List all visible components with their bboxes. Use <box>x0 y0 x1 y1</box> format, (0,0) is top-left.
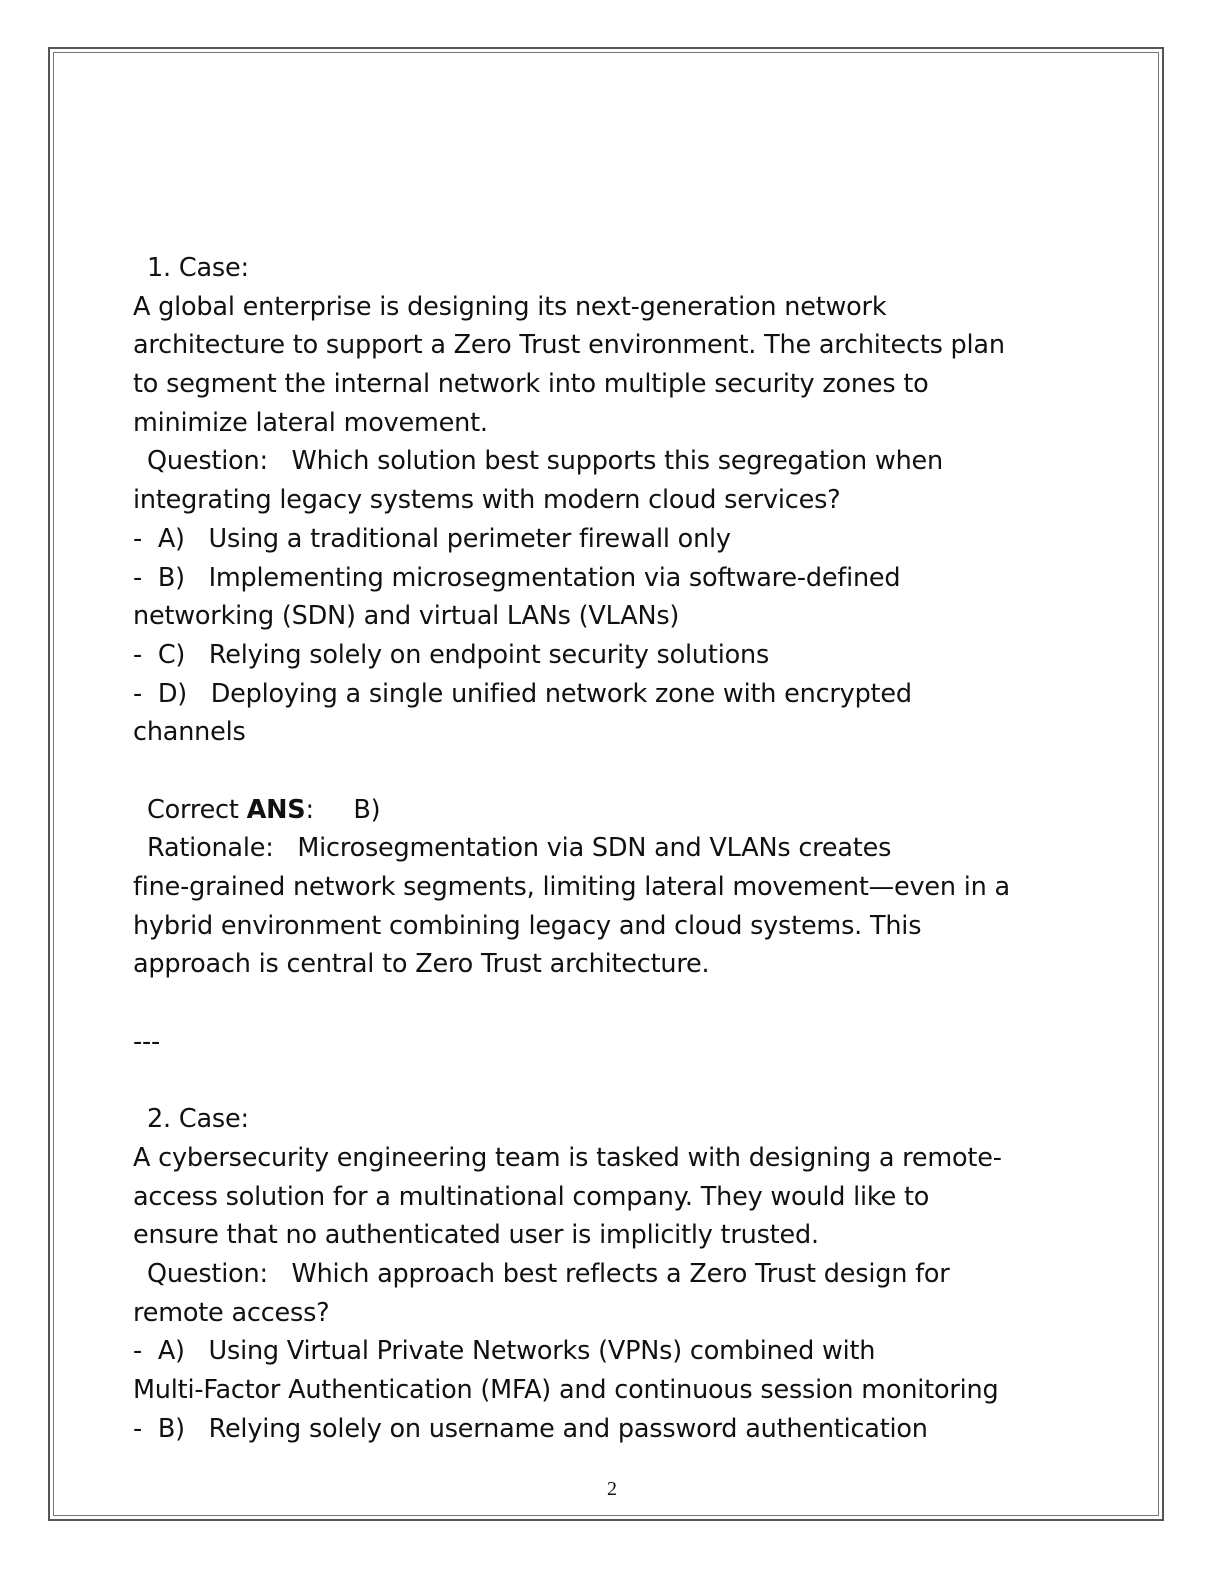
q1-option-line: networking (SDN) and virtual LANs (VLANs) <box>133 601 680 632</box>
q1-option-line: - D) Deploying a single unified network zone with encrypted <box>133 678 912 709</box>
q1-option-line: - A) Using a traditional perimeter firewall only <box>133 523 731 554</box>
spacer <box>133 752 1093 791</box>
q1-option-line: channels <box>133 717 246 748</box>
answer-value: : B) <box>305 794 381 825</box>
q1-rationale-line: Rationale: Microsegmentation via SDN and VLANs creates <box>147 833 892 864</box>
answer-bold-label: ANS <box>246 794 306 825</box>
spacer <box>133 984 1093 1023</box>
q1-case-line: to segment the internal network into multiple security zones to <box>133 369 929 400</box>
q1-correct-answer <box>133 791 1093 830</box>
q1-option-line: - C) Relying solely on endpoint security solutions <box>133 639 770 670</box>
page-number: 2 <box>607 1478 617 1500</box>
q2-option-line: - A) Using Virtual Private Networks (VPNs) combined with <box>133 1336 876 1367</box>
q1-case-line: architecture to support a Zero Trust environment. The architects plan <box>133 330 1005 361</box>
q2-option-line: Multi-Factor Authentication (MFA) and continuous session monitoring <box>133 1374 999 1405</box>
q1-case-line: A global enterprise is designing its next-generation network <box>133 291 887 322</box>
q2-case-label: 2. Case: <box>147 1104 249 1135</box>
section-separator: --- <box>133 1026 161 1057</box>
q2-question-line: Question: Which approach best reflects a Zero Trust design for <box>147 1258 950 1289</box>
q2-case-line: A cybersecurity engineering team is tasked with designing a remote- <box>133 1142 1002 1173</box>
document-body <box>133 249 1093 1448</box>
q1-option-line: - B) Implementing microsegmentation via software-defined <box>133 562 901 593</box>
q1-question-line: Question: Which solution best supports this segregation when <box>147 446 943 477</box>
q1-case-label: 1. Case: <box>147 253 249 283</box>
answer-prefix: Correct <box>147 794 247 825</box>
q2-question-line: remote access? <box>133 1297 330 1328</box>
spacer <box>133 1061 1093 1100</box>
q1-case-line: minimize lateral movement. <box>133 407 488 438</box>
q2-case-line: ensure that no authenticated user is implicitly trusted. <box>133 1220 819 1251</box>
q1-question-line: integrating legacy systems with modern cloud services? <box>133 485 841 516</box>
q2-option-line: - B) Relying solely on username and password authentication <box>133 1413 928 1444</box>
q2-case-line: access solution for a multinational company. They would like to <box>133 1181 930 1212</box>
q1-rationale-line: approach is central to Zero Trust architecture. <box>133 949 710 980</box>
q1-rationale-line: hybrid environment combining legacy and cloud systems. This <box>133 910 922 941</box>
q1-rationale-line: fine-grained network segments, limiting lateral movement—even in a <box>133 872 1010 902</box>
